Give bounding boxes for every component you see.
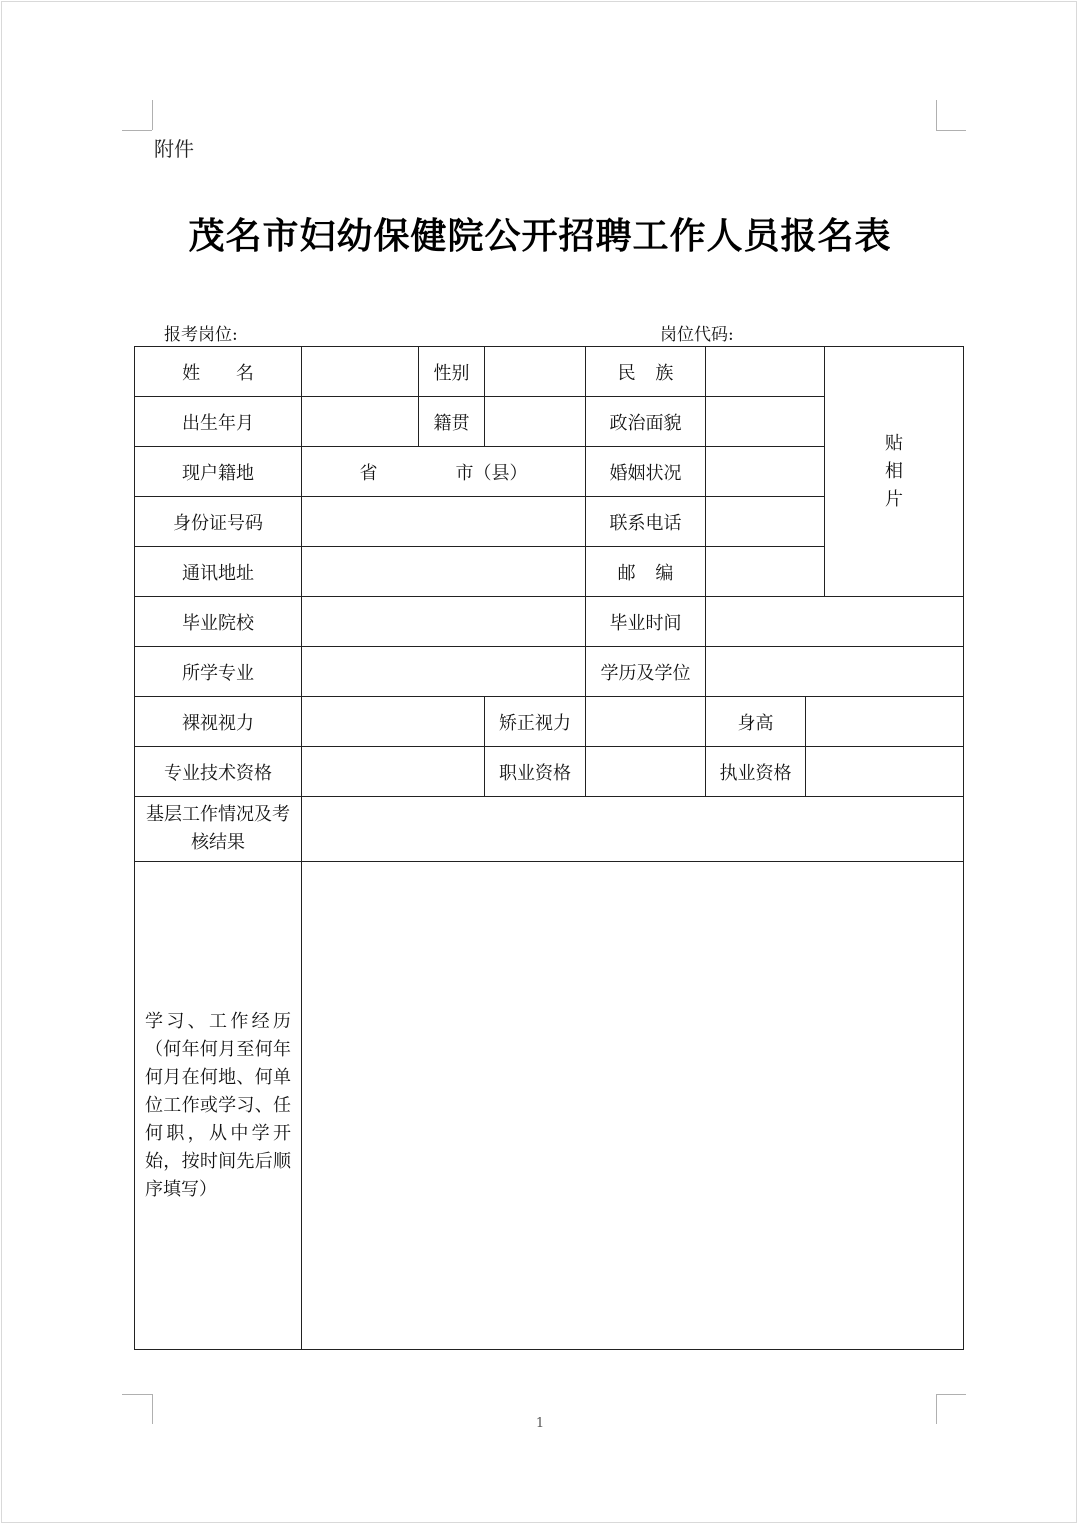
input-gender[interactable] (485, 347, 586, 397)
city-unit: 市（县） (455, 462, 528, 484)
label-native-place: 籍贯 (419, 397, 485, 447)
input-id-number[interactable] (302, 497, 586, 547)
input-birth[interactable] (302, 397, 419, 447)
input-history[interactable] (302, 862, 964, 1350)
photo-label-3: 片 (885, 488, 903, 510)
input-grassroots[interactable] (302, 797, 964, 862)
input-name[interactable] (302, 347, 419, 397)
label-address: 通讯地址 (135, 547, 302, 597)
input-native-place[interactable] (485, 397, 586, 447)
input-corrected-vision[interactable] (586, 697, 706, 747)
input-ethnicity[interactable] (706, 347, 825, 397)
label-grassroots: 基层工作情况及考核结果 (135, 797, 302, 862)
label-major: 所学专业 (135, 647, 302, 697)
label-phone: 联系电话 (586, 497, 706, 547)
input-address[interactable] (302, 547, 586, 597)
attachment-label: 附件 (154, 137, 194, 161)
label-gender: 性别 (419, 347, 485, 397)
label-history: 学习、工作经历（何年何月至何年何月在何地、何单位工作或学习、任何职，从中学开始，按时间先后顺序填写） (145, 1010, 291, 1200)
input-phone[interactable] (706, 497, 825, 547)
input-political[interactable] (706, 397, 825, 447)
page-title: 茂名市妇幼保健院公开招聘工作人员报名表 (188, 216, 892, 257)
input-tech-qual[interactable] (302, 747, 485, 797)
label-political: 政治面貌 (586, 397, 706, 447)
input-degree[interactable] (706, 647, 964, 697)
input-school[interactable] (302, 597, 586, 647)
input-postcode[interactable] (706, 547, 825, 597)
label-history-cell (135, 862, 302, 1350)
label-marital: 婚姻状况 (586, 447, 706, 497)
input-residence[interactable] (302, 447, 586, 497)
label-career-qual: 职业资格 (485, 747, 586, 797)
label-school: 毕业院校 (135, 597, 302, 647)
label-practice-qual: 执业资格 (706, 747, 806, 797)
label-height: 身高 (706, 697, 806, 747)
input-career-qual[interactable] (586, 747, 706, 797)
input-naked-vision[interactable] (302, 697, 485, 747)
photo-label-1: 贴 (885, 432, 903, 454)
application-form (134, 346, 964, 1350)
input-grad-time[interactable] (706, 597, 964, 647)
label-grad-time: 毕业时间 (586, 597, 706, 647)
label-degree: 学历及学位 (586, 647, 706, 697)
position-code-label: 岗位代码: (660, 325, 734, 345)
input-practice-qual[interactable] (806, 747, 964, 797)
input-major[interactable] (302, 647, 586, 697)
input-marital[interactable] (706, 447, 825, 497)
label-corrected-vision: 矫正视力 (485, 697, 586, 747)
label-ethnicity: 民 族 (586, 347, 706, 397)
label-naked-vision: 裸视视力 (135, 697, 302, 747)
label-tech-qual: 专业技术资格 (135, 747, 302, 797)
label-residence: 现户籍地 (135, 447, 302, 497)
page-number: 1 (535, 1416, 545, 1431)
label-id-number: 身份证号码 (135, 497, 302, 547)
label-birth: 出生年月 (135, 397, 302, 447)
province-unit: 省 (359, 462, 378, 484)
label-postcode: 邮 编 (586, 547, 706, 597)
photo-label-2: 相 (885, 460, 903, 482)
photo-box[interactable] (825, 347, 964, 597)
input-height[interactable] (806, 697, 964, 747)
label-name: 姓 名 (135, 347, 302, 397)
position-label: 报考岗位: (164, 325, 238, 345)
